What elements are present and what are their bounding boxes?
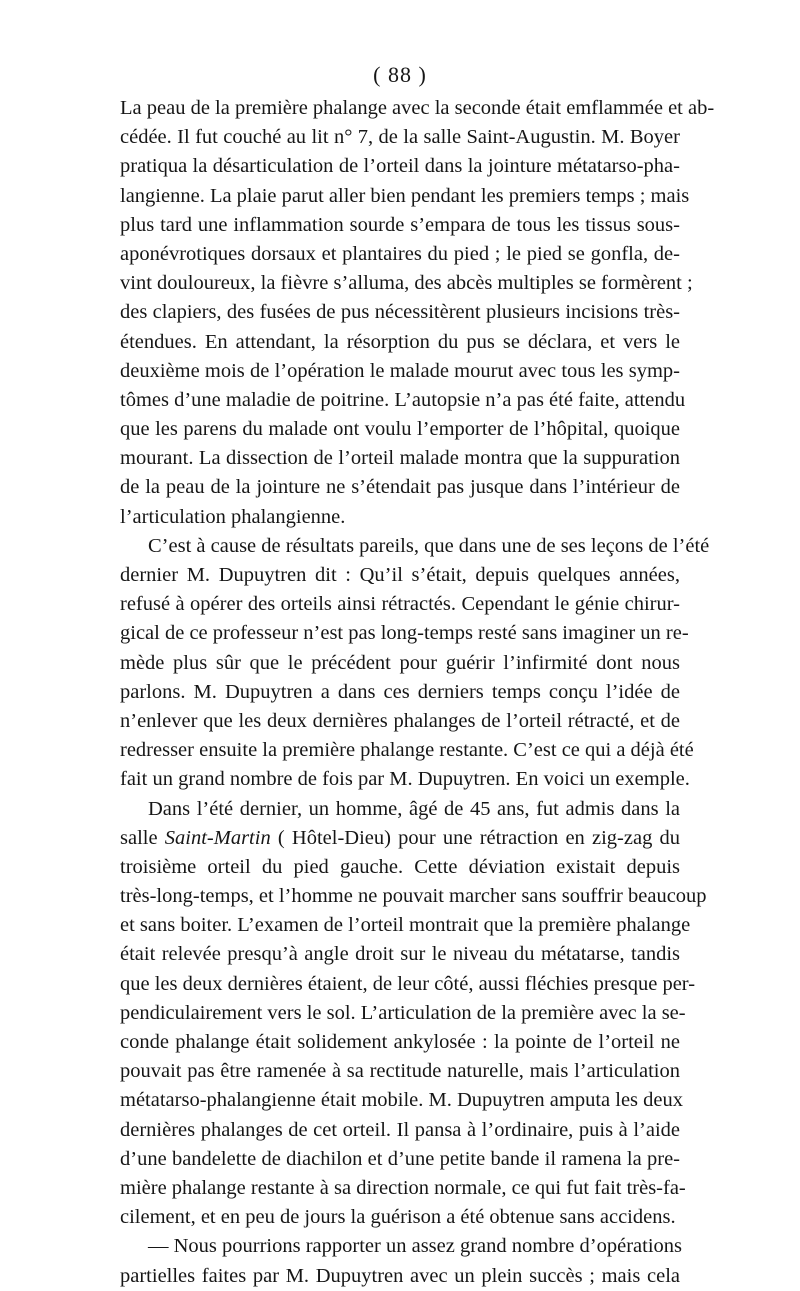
text-line: mède plus sûr que le précédent pour guérir l’infirmité dont nous <box>120 651 680 674</box>
text-line-with-italic <box>120 824 680 853</box>
text-line: étendues. En attendant, la résorption du pus se déclara, et vers le <box>120 330 680 353</box>
text-line: conde phalange était solidement ankylosée : la pointe de l’orteil ne <box>120 1031 680 1053</box>
text-line: que les deux dernières étaient, de leur côté, aussi fléchies presque per- <box>120 972 696 995</box>
text-line: l’articulation phalangienne. <box>120 505 346 528</box>
text-line: troisième orteil du pied gauche. Cette déviation existait depuis <box>120 855 680 878</box>
italic-room-name: Saint-Martin <box>164 826 271 849</box>
text-line: mourant. La dissection de l’orteil malade montra que la suppuration <box>120 447 680 470</box>
text-line: des clapiers, des fusées de pus nécessitèrent plusieurs incisions très- <box>120 301 680 324</box>
text-line: d’une bandelette de diachilon et d’une petite bande il ramena la pre- <box>120 1147 680 1170</box>
text-line: parlons. M. Dupuytren a dans ces derniers temps conçu l’idée de <box>120 680 680 703</box>
text-line: langienne. La plaie parut aller bien pendant les premiers temps ; mais <box>120 184 690 207</box>
text-line: plus tard une inflammation sourde s’empara de tous les tissus sous- <box>120 213 680 236</box>
text-line: pouvait pas être ramenée à sa rectitude naturelle, mais l’articulation <box>120 1060 680 1083</box>
text-line: métatarso-phalangienne était mobile. M. Dupuytren amputa les deux <box>120 1089 684 1112</box>
text-line: cédée. Il fut couché au lit n° 7, de la salle Saint-Augustin. M. Boyer <box>120 126 680 149</box>
text-line: tômes d’une maladie de poitrine. L’autopsie n’a pas été faite, attendu <box>120 388 686 411</box>
text-line: pendiculairement vers le sol. L’articulation de la première avec la se- <box>120 1001 686 1024</box>
text-line: redresser ensuite la première phalange restante. C’est ce qui a déjà été <box>120 739 694 762</box>
page-number: ( 88 ) <box>373 62 427 87</box>
text-line: partielles faites par M. Dupuytren avec un plein succès ; mais cela <box>120 1264 680 1287</box>
text-line: n’enlever que les deux dernières phalanges de l’orteil rétracté, et de <box>120 709 680 732</box>
text-line: gical de ce professeur n’est pas long-temps resté sans imaginer un re- <box>120 622 689 645</box>
text-segment: ( Hôtel-Dieu) pour une rétraction en zig-zag du <box>277 826 681 849</box>
text-line: était relevée presqu’à angle droit sur le niveau du métatarse, tandis <box>120 943 680 966</box>
text-line: très-long-temps, et l’homme ne pouvait marcher sans souffrir beaucoup <box>120 885 707 908</box>
text-line: que les parens du malade ont voulu l’emporter de l’hôpital, quoique <box>120 418 680 441</box>
paragraph-start-line: Dans l’été dernier, un homme, âgé de 45 ans, fut admis dans la <box>148 797 680 820</box>
text-line: mière phalange restante à sa direction normale, ce qui fut fait très-fa- <box>120 1176 686 1199</box>
text-segment: salle <box>120 826 158 849</box>
body-text <box>120 94 715 1291</box>
paragraph-start-line: C’est à cause de résultats pareils, que dans une de ses leçons de l’été <box>148 534 710 557</box>
text-line: dernier M. Dupuytren dit : Qu’il s’était, depuis quelques années, <box>120 564 680 586</box>
text-line: pratiqua la désarticulation de l’orteil dans la jointure métatarso-pha- <box>120 155 680 178</box>
text-line: deuxième mois de l’opération le malade mourut avec tous les symp- <box>120 359 680 382</box>
paragraph-start-line: — Nous pourrions rapporter un assez grand nombre d’opérations <box>148 1235 683 1258</box>
text-line: dernières phalanges de cet orteil. Il pansa à l’ordinaire, puis à l’aide <box>120 1118 680 1141</box>
text-line: et sans boiter. L’examen de l’orteil montrait que la première phalange <box>120 914 691 937</box>
text-line: aponévrotiques dorsaux et plantaires du pied ; le pied se gonfla, de- <box>120 242 680 265</box>
text-line: de la peau de la jointure ne s’étendait pas jusque dans l’intérieur de <box>120 476 680 499</box>
text-line: La peau de la première phalange avec la seconde était emflammée et ab- <box>120 97 715 119</box>
text-line: fait un grand nombre de fois par M. Dupuytren. En voici un exemple. <box>120 768 690 791</box>
text-line: refusé à opérer des orteils ainsi rétractés. Cependant le génie chirur- <box>120 593 680 616</box>
text-line: cilement, et en peu de jours la guérison a été obtenue sans accidens. <box>120 1206 676 1229</box>
text-line: vint douloureux, la fièvre s’alluma, des abcès multiples se formèrent ; <box>120 272 693 295</box>
